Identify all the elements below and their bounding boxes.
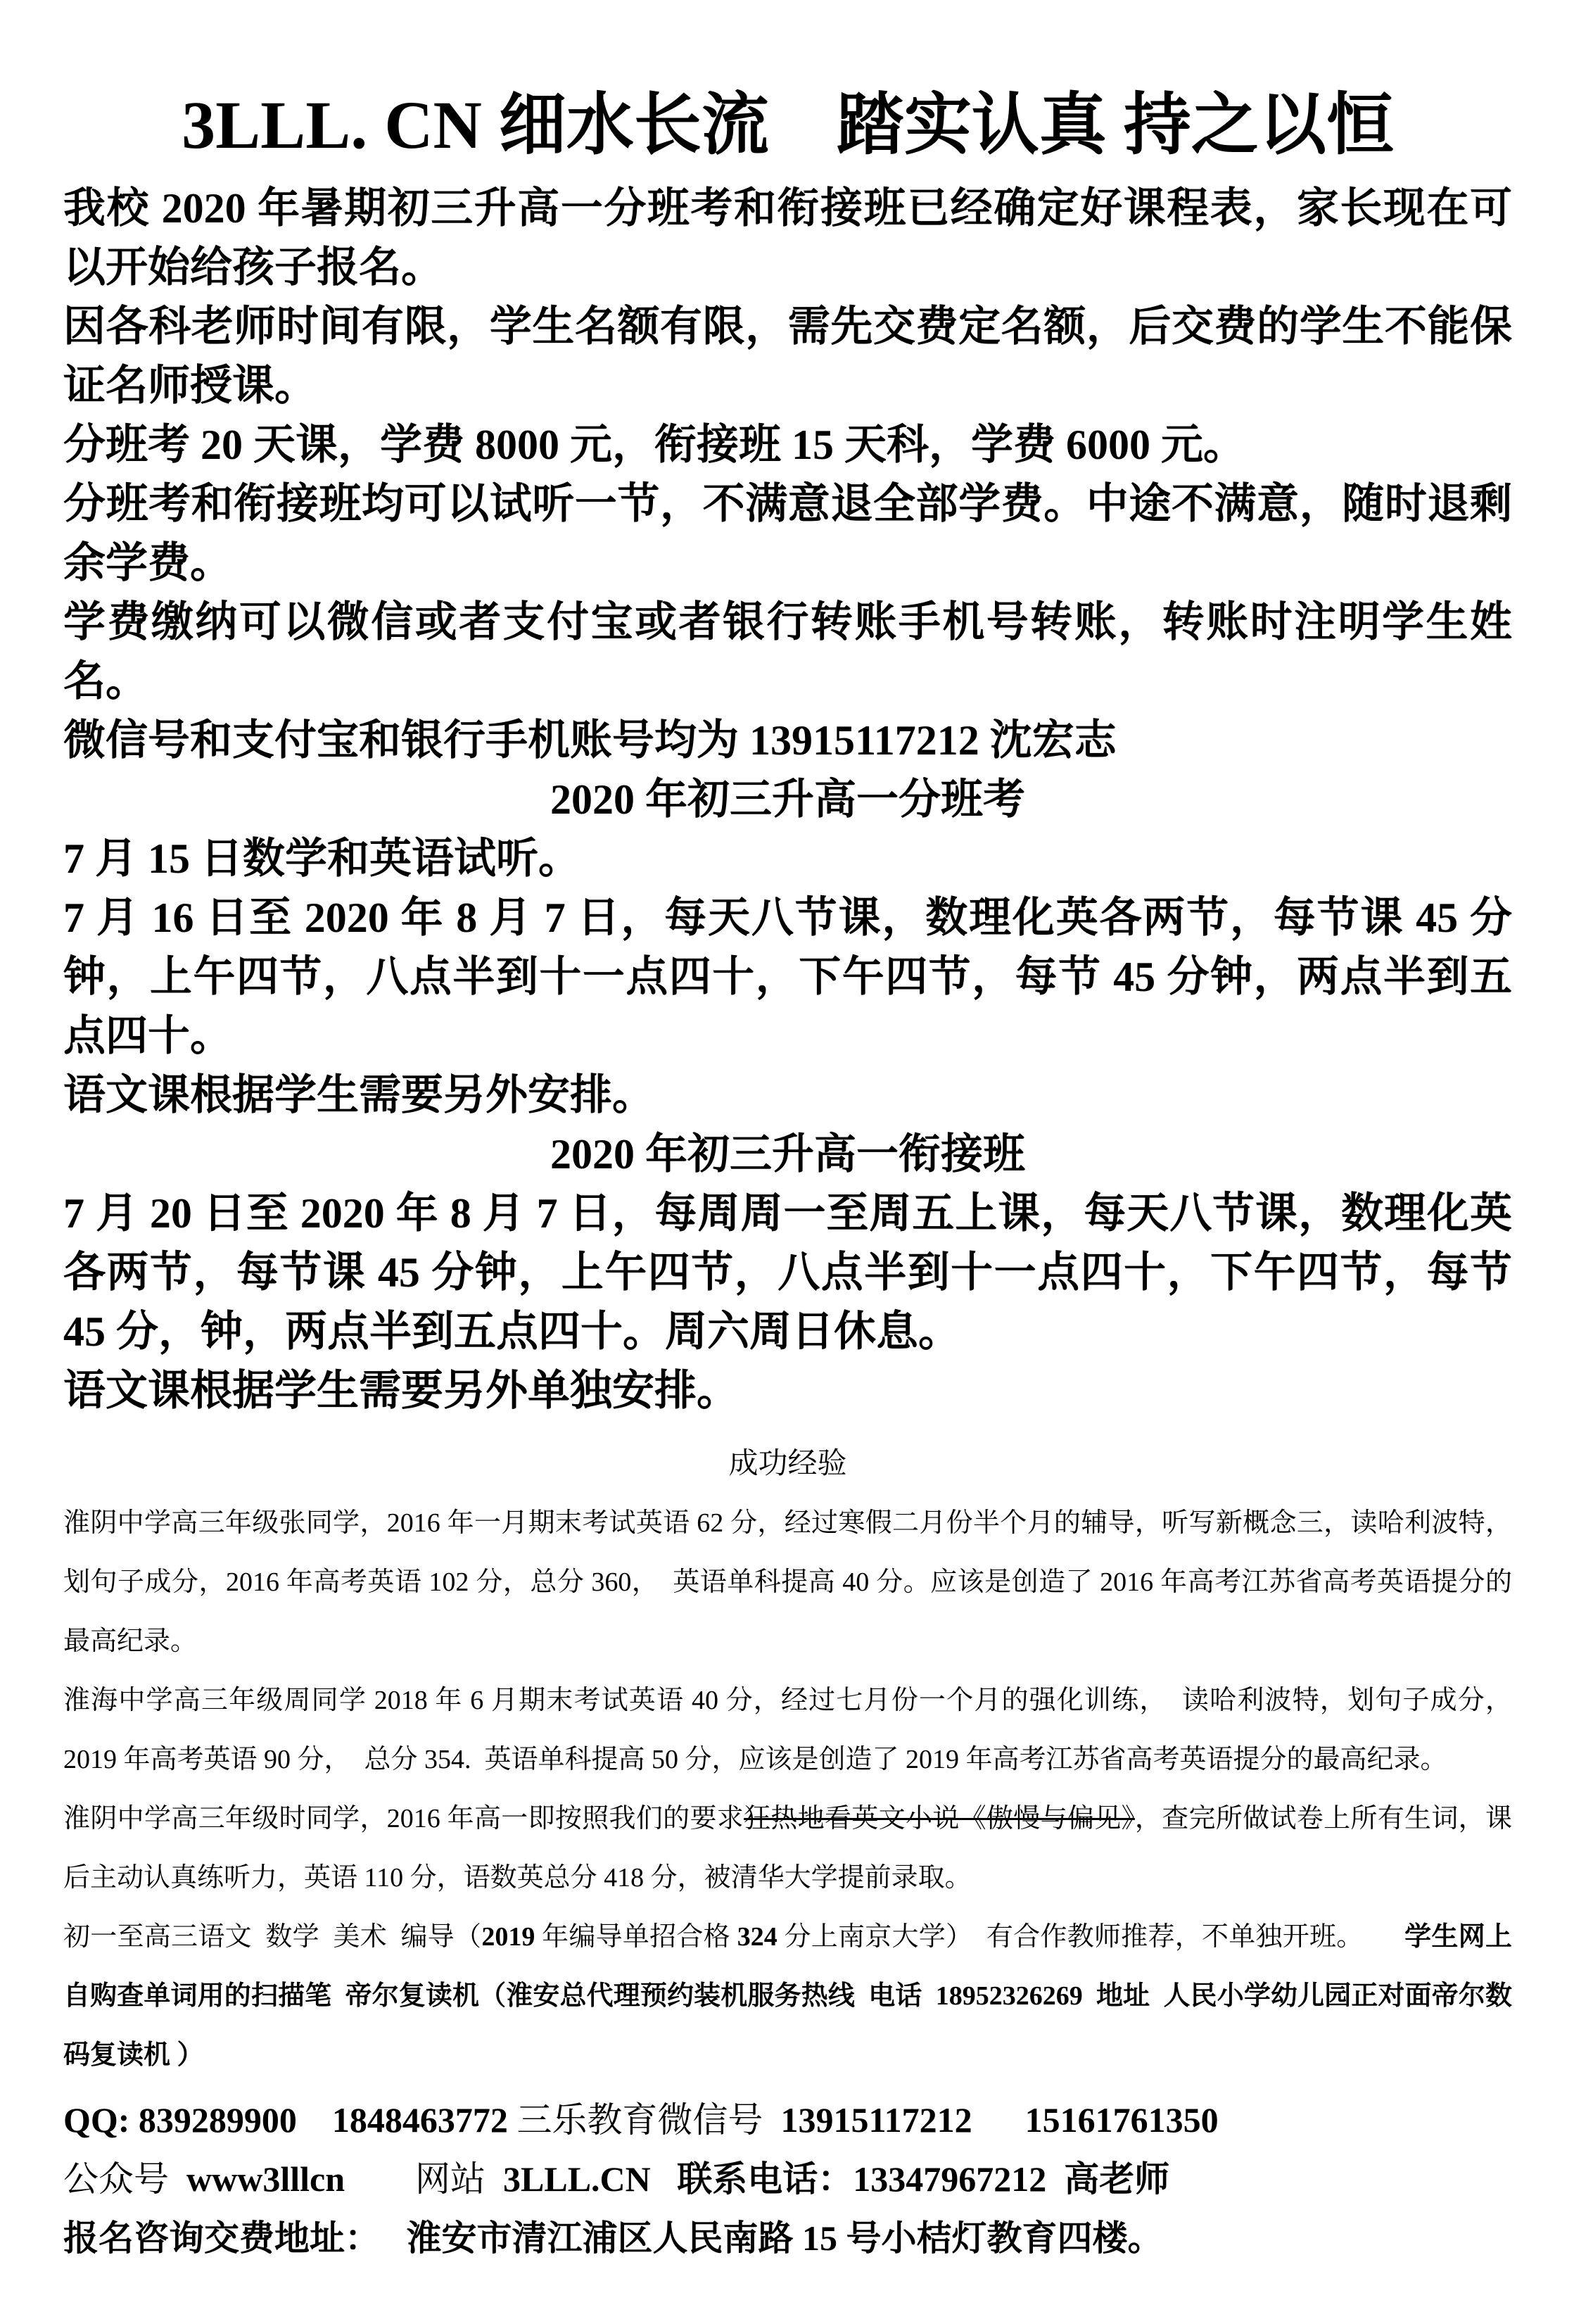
paragraph-enrollment-open: 我校 2020 年暑期初三升高一分班考和衔接班已经确定好课程表，家长现在可以开始给孩子报名。 xyxy=(63,185,1512,291)
success-story-zhou: 淮海中学高三年级周同学 2018 年 6 月期末考试英语 40 分，经过七月份一个月的强化训练， 读哈利波特，划句子成分，2019 年高考英语 90 分， 总分 354. 英语单科提高 50 分，应该是创造了 2019 年高考江苏省高考英语提分的最高纪录。 xyxy=(63,1686,1512,1774)
contact-section xyxy=(63,2090,1512,2268)
wechat-label: 三乐教育微信号 xyxy=(516,2100,781,2140)
qq-numbers: QQ: 839289900 1848463772 xyxy=(63,2100,517,2140)
courses-score-324: 324 xyxy=(737,1922,778,1952)
story-shi-strikethrough-text: 狂热地看英文小说《傲慢与偏见》 xyxy=(744,1804,1135,1833)
paragraph-limited-seats: 因各科老师时间有限，学生名额有限，需先交费定名额，后交费的学生不能保证名师授课。 xyxy=(63,303,1512,409)
placement-exam-section xyxy=(63,770,1512,1125)
courses-note-text: 分上南京大学） 有合作教师推荐，不单独开班。 xyxy=(777,1922,1405,1952)
wechat-phone-numbers: 13915117212 15161761350 xyxy=(780,2100,1219,2140)
courses-year-2019: 2019 xyxy=(481,1922,535,1952)
intro-section xyxy=(63,179,1512,770)
website-value: 3LLL.CN xyxy=(503,2159,651,2199)
success-stories-heading: 成功经验 xyxy=(728,1448,847,1480)
address-line: 报名咨询交费地址： 淮安市清江浦区人民南路 15 号小桔灯教育四楼。 xyxy=(63,2218,1163,2258)
bridging-class-heading: 2020 年初三升高一衔接班 xyxy=(550,1131,1025,1177)
placement-exam-schedule: 7 月 16 日至 2020 年 8 月 7 日，每天八节课，数理化英各两节，每节课 45 分钟，上午四节，八点半到十一点四十，下午四节，每节 45 分钟，两点半到五点四十。 xyxy=(63,895,1512,1059)
story-shi-text-after: ，查完所做试卷上所有生词，课后主动认真练听力，英语 110 分，语数英总分 418 分，被清华大学提前录取。 xyxy=(63,1804,1512,1893)
story-shi-text-before: 淮阴中学高三年级时同学，2016 年高一即按照我们的要求 xyxy=(63,1804,744,1833)
success-story-zhang: 淮阴中学高三年级张同学，2016 年一月期末考试英语 62 分，经过寒假二月份半个月的辅导，听写新概念三，读哈利波特，划句子成分，2016 年高考英语 102 分，总分 360， 英语单科提高 40 分。应该是创造了 2016 年高考江苏省高考英语提分的最高纪录。 xyxy=(63,1508,1512,1656)
contact-phone: 联系电话：13347967212 高老师 xyxy=(650,2159,1170,2199)
courses-list-text: 初一至高三语文 数学 美术 编导（ xyxy=(63,1922,482,1952)
paragraph-payment-account: 微信号和支付宝和银行手机账号均为 13915117212 沈宏志 xyxy=(63,717,1117,764)
qq-line xyxy=(63,2090,1512,2149)
website-line xyxy=(63,2149,1512,2209)
bridging-class-schedule: 7 月 20 日至 2020 年 8 月 7 日，每周周一至周五上课，每天八节课，数理化英各两节，每节课 45 分钟，上午四节，八点半到十一点四十，下午四节，每节 45 分，钟，两点半到五点四十。周六周日休息。 xyxy=(63,1190,1523,1355)
paragraph-refund-policy: 分班考和衔接班均可以试听一节，不满意退全部学费。中途不满意，随时退剩余学费。 xyxy=(63,481,1512,586)
courses-admission-text: 年编导单招合格 xyxy=(535,1922,737,1952)
bridging-class-section xyxy=(63,1125,1523,1420)
placement-exam-heading: 2020 年初三升高一分班考 xyxy=(550,776,1025,823)
page-title: 3LLL. CN 细水长流 踏实认真 持之以恒 xyxy=(182,87,1394,163)
success-stories-section xyxy=(63,1434,1512,2085)
placement-exam-trial-date: 7 月 15 日数学和英语试听。 xyxy=(63,835,580,882)
placement-exam-chinese-note: 语文课根据学生需要另外安排。 xyxy=(63,1072,654,1118)
paragraph-payment-methods: 学费缴纳可以微信或者支付宝或者银行转账手机号转账，转账时注明学生姓名。 xyxy=(63,599,1512,705)
devices-purchase-text: 学生网上自购查单词用的扫描笔 帝尔复读机（淮安总代理预约装机服务热线 电话 18952326269 地址 人民小学幼儿园正对面帝尔数码复读机 ） xyxy=(63,1922,1512,2070)
paragraph-tuition-fees: 分班考 20 天课，学费 8000 元，衔接班 15 天科，学费 6000 元。 xyxy=(63,422,1245,468)
website-label: 网站 xyxy=(345,2159,503,2199)
courses-and-devices xyxy=(63,1907,1512,2085)
official-account-value: www3lllcn xyxy=(186,2159,345,2199)
bridging-class-chinese-note: 语文课根据学生需要另外单独安排。 xyxy=(63,1368,739,1414)
official-account-label: 公众号 xyxy=(63,2159,186,2199)
success-story-shi xyxy=(63,1789,1512,1907)
